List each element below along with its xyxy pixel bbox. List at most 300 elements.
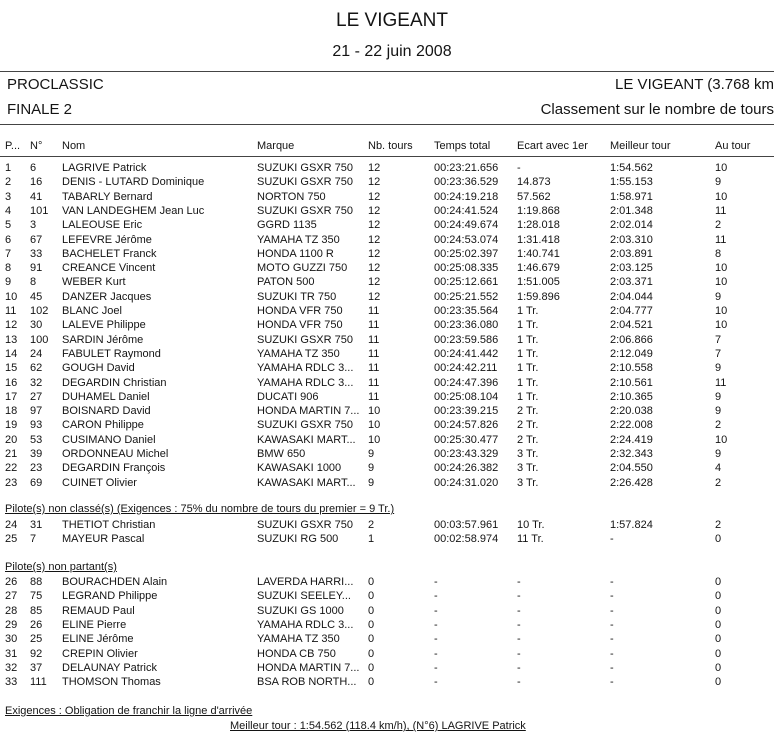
table-row — [0, 261, 774, 275]
cell-make: DUCATI 906 — [257, 390, 319, 403]
col-make: Marque — [257, 140, 295, 152]
cell-best: 1:55.153 — [610, 176, 653, 189]
divider — [0, 156, 774, 157]
cell-pos: 14 — [5, 347, 18, 360]
table-row — [0, 233, 774, 247]
table-row — [0, 476, 774, 490]
cell-make: HONDA 1100 R — [257, 247, 334, 260]
cell-best: 2:04.521 — [610, 319, 653, 332]
cell-laps: 12 — [368, 176, 381, 189]
cell-laps: 11 — [368, 305, 380, 317]
cell-best: - — [610, 647, 614, 660]
cell-gap: 3 Tr. — [517, 476, 539, 489]
cell-gap: 1:59.896 — [517, 290, 560, 303]
table-row — [0, 404, 774, 418]
cell-best: 2:03.371 — [610, 276, 653, 289]
cell-name: CARON Philippe — [62, 419, 144, 432]
col-at: Au tour — [715, 140, 751, 152]
cell-make: YAMAHA TZ 350 — [257, 233, 340, 246]
cell-make: BSA ROB NORTH... — [257, 676, 357, 689]
cell-num: 7 — [30, 533, 37, 546]
cell-at: 9 — [715, 176, 722, 189]
cell-name: ORDONNEAU Michel — [62, 448, 169, 460]
cell-at: 11 — [715, 204, 727, 217]
cell-gap: - — [517, 590, 521, 603]
cell-at: 10 — [715, 262, 728, 275]
cell-at: 7 — [715, 333, 722, 346]
cell-make: HONDA VFR 750 — [257, 319, 343, 332]
cell-name: DUHAMEL Daniel — [62, 390, 150, 403]
cell-best: 2:32.343 — [610, 448, 653, 460]
cell-pos: 25 — [5, 533, 18, 546]
cell-best: 2:06.866 — [610, 333, 653, 346]
cell-pos: 26 — [5, 576, 18, 588]
cell-num: 39 — [30, 448, 43, 460]
ranking-label: Classement sur le nombre de tours — [540, 101, 774, 118]
col-best: Meilleur tour — [610, 140, 671, 152]
cell-pos: 27 — [5, 590, 18, 603]
cell-name: BACHELET Franck — [62, 247, 157, 260]
cell-name: CUINET Olivier — [62, 476, 137, 489]
cell-pos: 6 — [5, 233, 12, 246]
cell-at: 9 — [715, 362, 722, 375]
cell-at: 8 — [715, 247, 722, 260]
cell-best: 2:10.365 — [610, 390, 653, 403]
cell-name: DANZER Jacques — [62, 290, 152, 303]
cell-pos: 19 — [5, 419, 18, 432]
col-name: Nom — [62, 140, 86, 152]
cell-num: 92 — [30, 647, 43, 660]
cell-pos: 33 — [5, 676, 18, 689]
cell-time: - — [434, 576, 438, 588]
cell-name: DELAUNAY Patrick — [62, 661, 157, 674]
cell-pos: 13 — [5, 333, 18, 346]
cell-num: 97 — [30, 405, 43, 418]
cell-make: HONDA MARTIN 7... — [257, 405, 360, 418]
cell-pos: 5 — [5, 219, 12, 232]
cell-laps: 11 — [368, 362, 380, 375]
cell-time: 00:23:35.564 — [434, 305, 499, 317]
cell-make: LAVERDA HARRI... — [257, 576, 354, 588]
cell-at: 0 — [715, 661, 722, 674]
cell-make: KAWASAKI 1000 — [257, 462, 342, 475]
cell-gap: 2 Tr. — [517, 405, 539, 418]
table-row — [0, 618, 774, 632]
cell-gap: 1:51.005 — [517, 276, 560, 289]
cell-gap: - — [517, 633, 521, 646]
cell-time: 00:25:30.477 — [434, 433, 499, 446]
cell-gap: 1 Tr. — [517, 305, 539, 317]
cell-laps: 9 — [368, 462, 375, 475]
cell-gap: - — [517, 604, 521, 617]
cell-time: - — [434, 633, 438, 646]
cell-best: 2:04.550 — [610, 462, 653, 475]
cell-best: - — [610, 633, 614, 646]
cell-laps: 9 — [368, 476, 375, 489]
table-row — [0, 447, 774, 461]
col-pos: P... — [5, 140, 21, 152]
cell-gap: 3 Tr. — [517, 448, 539, 460]
cell-num: 102 — [30, 305, 49, 317]
divider — [0, 124, 774, 125]
cell-laps: 2 — [368, 519, 375, 531]
col-laps: Nb. tours — [368, 140, 413, 152]
table-row — [0, 376, 774, 390]
cell-make: SUZUKI RG 500 — [257, 533, 339, 546]
cell-pos: 24 — [5, 519, 18, 531]
cell-at: 11 — [715, 233, 727, 246]
cell-time: - — [434, 618, 438, 631]
cell-num: 45 — [30, 290, 43, 303]
cell-at: 4 — [715, 462, 722, 475]
cell-pos: 32 — [5, 661, 18, 674]
cell-best: - — [610, 576, 614, 588]
cell-num: 75 — [30, 590, 43, 603]
cell-make: SUZUKI GSXR 750 — [257, 204, 353, 217]
table-row — [0, 433, 774, 447]
cell-pos: 20 — [5, 433, 18, 446]
cell-num: 67 — [30, 233, 43, 246]
col-time: Temps total — [434, 140, 491, 152]
cell-num: 88 — [30, 576, 43, 588]
cell-time: 00:24:41.524 — [434, 204, 499, 217]
table-row — [0, 647, 774, 661]
table-row — [0, 532, 774, 546]
cell-num: 91 — [30, 262, 43, 275]
cell-make: SUZUKI GSXR 750 — [257, 162, 353, 174]
cell-gap: 1 Tr. — [517, 319, 539, 332]
cell-gap: 1:28.018 — [517, 219, 560, 232]
cell-pos: 2 — [5, 176, 12, 189]
table-row — [0, 218, 774, 232]
cell-make: YAMAHA RDLC 3... — [257, 618, 354, 631]
cell-name: SARDIN Jérôme — [62, 333, 144, 346]
table-row — [0, 604, 774, 618]
cell-at: 11 — [715, 376, 727, 389]
cell-name: LEFEVRE Jérôme — [62, 233, 152, 246]
cell-gap: 1:46.679 — [517, 262, 560, 275]
cell-laps: 10 — [368, 405, 381, 418]
cell-name: BLANC Joel — [62, 305, 122, 317]
circuit-label: LE VIGEANT (3.768 km — [615, 76, 774, 93]
cell-num: 8 — [30, 276, 37, 289]
cell-at: 2 — [715, 519, 722, 531]
cell-laps: 1 — [368, 533, 375, 546]
cell-pos: 12 — [5, 319, 18, 332]
cell-num: 24 — [30, 347, 43, 360]
cell-num: 69 — [30, 476, 43, 489]
cell-time: 00:24:19.218 — [434, 190, 499, 203]
cell-gap: 1 Tr. — [517, 333, 539, 346]
cell-gap: 2 Tr. — [517, 433, 539, 446]
cell-gap: 1 Tr. — [517, 376, 539, 389]
cell-num: 100 — [30, 333, 49, 346]
cell-at: 2 — [715, 476, 722, 489]
cell-time: 00:24:47.396 — [434, 376, 499, 389]
cell-at: 0 — [715, 618, 722, 631]
cell-gap: - — [517, 618, 521, 631]
cell-pos: 15 — [5, 362, 18, 375]
cell-laps: 0 — [368, 576, 375, 588]
table-row — [0, 247, 774, 261]
cell-best: 2:01.348 — [610, 204, 653, 217]
cell-name: MAYEUR Pascal — [62, 533, 145, 546]
cell-num: 53 — [30, 433, 43, 446]
cell-make: YAMAHA RDLC 3... — [257, 362, 354, 375]
cell-best: - — [610, 661, 614, 674]
cell-num: 31 — [30, 519, 43, 531]
cell-make: SUZUKI GSXR 750 — [257, 333, 353, 346]
cell-time: 00:23:36.529 — [434, 176, 499, 189]
cell-make: BMW 650 — [257, 448, 306, 460]
cell-name: LAGRIVE Patrick — [62, 162, 147, 174]
cell-name: DEGARDIN Christian — [62, 376, 167, 389]
cell-pos: 22 — [5, 462, 18, 475]
cell-time: 00:24:49.674 — [434, 219, 499, 232]
table-row — [0, 290, 774, 304]
cell-make: SUZUKI TR 750 — [257, 290, 337, 303]
cell-time: 00:24:42.211 — [434, 362, 498, 375]
cell-make: MOTO GUZZI 750 — [257, 262, 348, 275]
cell-gap: - — [517, 576, 521, 588]
table-row — [0, 204, 774, 218]
table-row — [0, 190, 774, 204]
cell-best: 1:57.824 — [610, 519, 653, 531]
cell-pos: 18 — [5, 405, 18, 418]
race-label: FINALE 2 — [7, 101, 73, 118]
cell-best: - — [610, 533, 614, 546]
table-row — [0, 518, 774, 532]
cell-time: 00:23:43.329 — [434, 448, 499, 460]
cell-num: 111 — [30, 676, 47, 689]
table-row — [0, 575, 774, 589]
cell-name: LEGRAND Philippe — [62, 590, 158, 603]
cell-best: 2:04.044 — [610, 290, 653, 303]
cell-time: 00:24:41.442 — [434, 347, 499, 360]
cell-at: 0 — [715, 590, 722, 603]
cell-best: 2:10.561 — [610, 376, 653, 389]
cell-time: - — [434, 647, 438, 660]
table-row — [0, 461, 774, 475]
cell-name: WEBER Kurt — [62, 276, 126, 289]
cell-pos: 4 — [5, 204, 12, 217]
cell-at: 9 — [715, 390, 722, 403]
cell-at: 10 — [715, 433, 728, 446]
cell-pos: 1 — [5, 162, 12, 174]
cell-laps: 11 — [368, 376, 380, 389]
cell-name: VAN LANDEGHEM Jean Luc — [62, 204, 205, 217]
cell-gap: 2 Tr. — [517, 419, 539, 432]
cell-pos: 17 — [5, 390, 18, 403]
category-label: PROCLASSIC — [7, 76, 104, 93]
cell-gap: 1 Tr. — [517, 390, 539, 403]
cell-pos: 28 — [5, 604, 18, 617]
cell-make: HONDA VFR 750 — [257, 305, 343, 317]
cell-name: GOUGH David — [62, 362, 135, 375]
cell-pos: 9 — [5, 276, 12, 289]
unclassified-title: Pilote(s) non classé(s) (Exigences : 75% du nombre de tours du premier = 9 Tr.) — [5, 503, 395, 515]
table-row — [0, 390, 774, 404]
cell-make: PATON 500 — [257, 276, 315, 289]
best-lap-note: Meilleur tour : 1:54.562 (118.4 km/h), (N°6) LAGRIVE Patrick — [230, 720, 526, 732]
cell-name: LALEVE Philippe — [62, 319, 146, 332]
cell-time: 00:23:36.080 — [434, 319, 499, 332]
cell-gap: - — [517, 647, 521, 660]
cell-laps: 10 — [368, 433, 381, 446]
cell-laps: 10 — [368, 419, 381, 432]
cell-time: 00:23:39.215 — [434, 405, 499, 418]
cell-time: 00:25:08.335 — [434, 262, 499, 275]
nonstarters-title: Pilote(s) non partant(s) — [5, 561, 117, 573]
cell-name: THOMSON Thomas — [62, 676, 161, 689]
cell-num: 62 — [30, 362, 43, 375]
cell-num: 93 — [30, 419, 43, 432]
table-row — [0, 175, 774, 189]
cell-laps: 12 — [368, 204, 381, 217]
cell-make: GGRD 1135 — [257, 219, 317, 232]
cell-gap: - — [517, 661, 521, 674]
cell-laps: 11 — [368, 333, 380, 346]
cell-time: 00:02:58.974 — [434, 533, 499, 546]
cell-gap: 3 Tr. — [517, 462, 539, 475]
cell-best: - — [610, 604, 614, 617]
cell-at: 10 — [715, 162, 728, 174]
cell-make: YAMAHA TZ 350 — [257, 347, 340, 360]
cell-laps: 12 — [368, 162, 381, 174]
cell-time: 00:23:21.656 — [434, 162, 499, 174]
cell-gap: 11 Tr. — [517, 533, 544, 546]
cell-best: 2:03.891 — [610, 247, 653, 260]
cell-best: 2:20.038 — [610, 405, 653, 418]
cell-gap: 57.562 — [517, 190, 551, 203]
cell-laps: 0 — [368, 604, 375, 617]
cell-gap: 10 Tr. — [517, 519, 545, 531]
cell-laps: 12 — [368, 219, 381, 232]
col-num: N° — [30, 140, 43, 152]
cell-laps: 0 — [368, 618, 375, 631]
cell-at: 10 — [715, 276, 728, 289]
cell-laps: 0 — [368, 633, 375, 646]
cell-name: DEGARDIN François — [62, 462, 166, 475]
cell-gap: - — [517, 162, 521, 174]
cell-make: NORTON 750 — [257, 190, 326, 203]
cell-time: 00:25:02.397 — [434, 247, 499, 260]
cell-best: 2:02.014 — [610, 219, 653, 232]
cell-make: HONDA CB 750 — [257, 647, 336, 660]
cell-name: DENIS - LUTARD Dominique — [62, 176, 205, 189]
table-row — [0, 275, 774, 289]
cell-pos: 16 — [5, 376, 18, 389]
cell-num: 26 — [30, 618, 43, 631]
table-row — [0, 347, 774, 361]
table-row — [0, 333, 774, 347]
cell-gap: 1:40.741 — [517, 247, 560, 260]
cell-time: 00:24:31.020 — [434, 476, 499, 489]
cell-time: 00:25:21.552 — [434, 290, 499, 303]
cell-make: SUZUKI GSXR 750 — [257, 419, 353, 432]
cell-best: 2:03.125 — [610, 262, 653, 275]
cell-time: 00:24:53.074 — [434, 233, 499, 246]
table-row — [0, 361, 774, 375]
cell-time: - — [434, 661, 438, 674]
table-row — [0, 304, 774, 318]
cell-at: 0 — [715, 533, 722, 546]
cell-num: 6 — [30, 162, 37, 174]
requirement-note: Exigences : Obligation de franchir la ligne d'arrivée — [5, 705, 253, 717]
cell-pos: 10 — [5, 290, 18, 303]
cell-at: 10 — [715, 305, 728, 317]
cell-gap: 14.873 — [517, 176, 551, 189]
cell-name: THETIOT Christian — [62, 519, 156, 531]
table-row — [0, 161, 774, 175]
cell-at: 0 — [715, 633, 722, 646]
cell-best: 2:10.558 — [610, 362, 653, 375]
cell-best: - — [610, 676, 614, 689]
cell-gap: 1 Tr. — [517, 362, 539, 375]
cell-time: 00:24:57.826 — [434, 419, 499, 432]
cell-laps: 12 — [368, 262, 381, 275]
col-gap: Ecart avec 1er — [517, 140, 588, 152]
cell-laps: 12 — [368, 276, 381, 289]
cell-time: 00:03:57.961 — [434, 519, 499, 531]
cell-gap: 1:31.418 — [517, 233, 560, 246]
cell-make: SUZUKI GS 1000 — [257, 604, 344, 617]
cell-best: 2:22.008 — [610, 419, 653, 432]
cell-pos: 31 — [5, 647, 18, 660]
cell-time: - — [434, 604, 438, 617]
cell-laps: 12 — [368, 190, 381, 203]
cell-make: KAWASAKI MART... — [257, 476, 356, 489]
cell-laps: 12 — [368, 233, 381, 246]
cell-name: TABARLY Bernard — [62, 190, 153, 203]
cell-time: 00:24:26.382 — [434, 462, 499, 475]
cell-name: CUSIMANO Daniel — [62, 433, 156, 446]
cell-time: - — [434, 676, 438, 689]
cell-name: LALEOUSE Eric — [62, 219, 143, 232]
cell-at: 2 — [715, 219, 722, 232]
cell-name: FABULET Raymond — [62, 347, 161, 360]
cell-name: BOURACHDEN Alain — [62, 576, 168, 588]
cell-laps: 12 — [368, 290, 381, 303]
cell-num: 16 — [30, 176, 43, 189]
cell-make: YAMAHA RDLC 3... — [257, 376, 354, 389]
cell-laps: 0 — [368, 661, 375, 674]
cell-at: 10 — [715, 319, 728, 332]
cell-name: ELINE Pierre — [62, 618, 127, 631]
cell-num: 37 — [30, 661, 43, 674]
cell-time: 00:25:08.104 — [434, 390, 499, 403]
cell-make: SUZUKI GSXR 750 — [257, 176, 353, 189]
cell-best: - — [610, 618, 614, 631]
cell-at: 7 — [715, 347, 722, 360]
cell-at: 9 — [715, 405, 722, 418]
cell-name: REMAUD Paul — [62, 604, 135, 617]
cell-at: 0 — [715, 676, 722, 689]
cell-num: 27 — [30, 390, 43, 403]
cell-laps: 0 — [368, 590, 375, 603]
cell-make: HONDA MARTIN 7... — [257, 661, 360, 674]
cell-pos: 21 — [5, 448, 18, 460]
cell-at: 9 — [715, 290, 722, 303]
cell-pos: 3 — [5, 190, 12, 203]
cell-name: CREPIN Olivier — [62, 647, 138, 660]
cell-num: 101 — [30, 204, 49, 217]
table-row — [0, 318, 774, 332]
cell-laps: 11 — [368, 347, 380, 360]
cell-laps: 0 — [368, 647, 375, 660]
cell-pos: 8 — [5, 262, 12, 275]
event-date: 21 - 22 juin 2008 — [332, 43, 452, 60]
